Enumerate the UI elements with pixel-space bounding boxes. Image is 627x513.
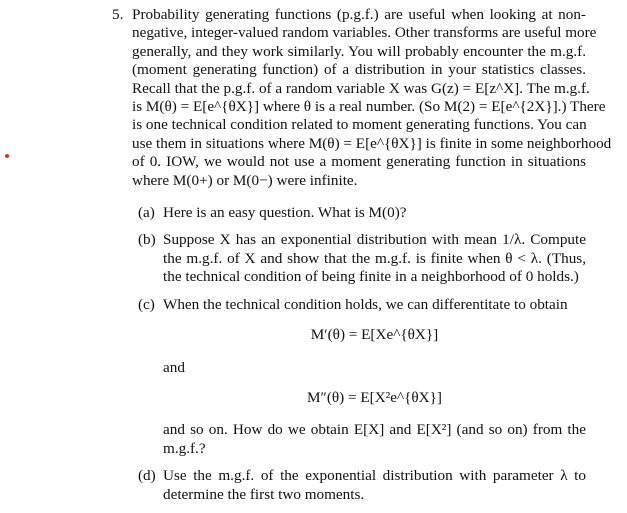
part-line: Suppose X has an exponential distribution with mean 1/λ. Compute: [163, 231, 586, 249]
part-d: [132, 467, 586, 504]
part-line: Here is an easy question. What is M(0)?: [163, 204, 407, 222]
part-a: [132, 204, 586, 222]
part-line: the technical condition of being finite in a neighborhood of 0 holds.): [163, 268, 579, 286]
intro-line: (moment generating function) of a distribution in your statistics classes.: [132, 61, 586, 79]
intro-line: where M(0+) or M(0−) were infinite.: [132, 171, 358, 189]
part-c: [132, 296, 586, 458]
equation-second-derivative: M″(θ) = E[X²e^{θX}]: [307, 388, 442, 406]
part-b: [132, 231, 586, 286]
intro-line: is M(θ) = E[e^{θX}] where θ is a real number. (So M(2) = E[e^{2X}].) There: [132, 98, 606, 116]
problem-number: 5.: [112, 6, 124, 23]
part-line: and so on. How do we obtain E[X] and E[X²] (and so on) from the: [163, 421, 586, 439]
problem-5: [112, 6, 612, 513]
intro-line: is one technical condition related to moment generating functions. You can: [132, 116, 587, 134]
intro-line: negative, integer-valued random variables. Other transforms are useful more: [132, 24, 597, 42]
part-line: When the technical condition holds, we can differentitate to obtain: [163, 295, 568, 313]
part-label: (d): [138, 467, 156, 485]
intro-line: Probability generating functions (p.g.f.) are useful when looking at non-: [132, 6, 586, 23]
problem-parts: [132, 204, 586, 504]
part-line: Use the m.g.f. of the exponential distribution with parameter λ to: [163, 467, 586, 485]
problem-intro: [132, 6, 612, 190]
connector-text: and: [163, 358, 185, 376]
intro-line: Recall that the p.g.f. of a random variable X was G(z) = E[z^X]. The m.g.f.: [132, 79, 590, 97]
intro-line: use them in situations where M(θ) = E[e^{θX}] is finite in some neighborhood: [132, 134, 612, 152]
part-label: (a): [138, 204, 155, 222]
part-line: determine the first two moments.: [163, 485, 365, 503]
intro-line: generally, and they work similarly. You will probably encounter the m.g.f.: [132, 42, 586, 60]
part-line: the m.g.f. of X and show that the m.g.f. is finite when θ < λ. (Thus,: [163, 249, 586, 267]
equation-first-derivative: M′(θ) = E[Xe^{θX}]: [310, 326, 439, 344]
intro-line: of 0. IOW, we would not use a moment generating function in situations: [132, 153, 586, 171]
part-line: m.g.f.?: [163, 439, 206, 457]
part-label: (c): [138, 295, 155, 313]
margin-mark: [5, 154, 9, 158]
part-label: (b): [138, 231, 156, 249]
